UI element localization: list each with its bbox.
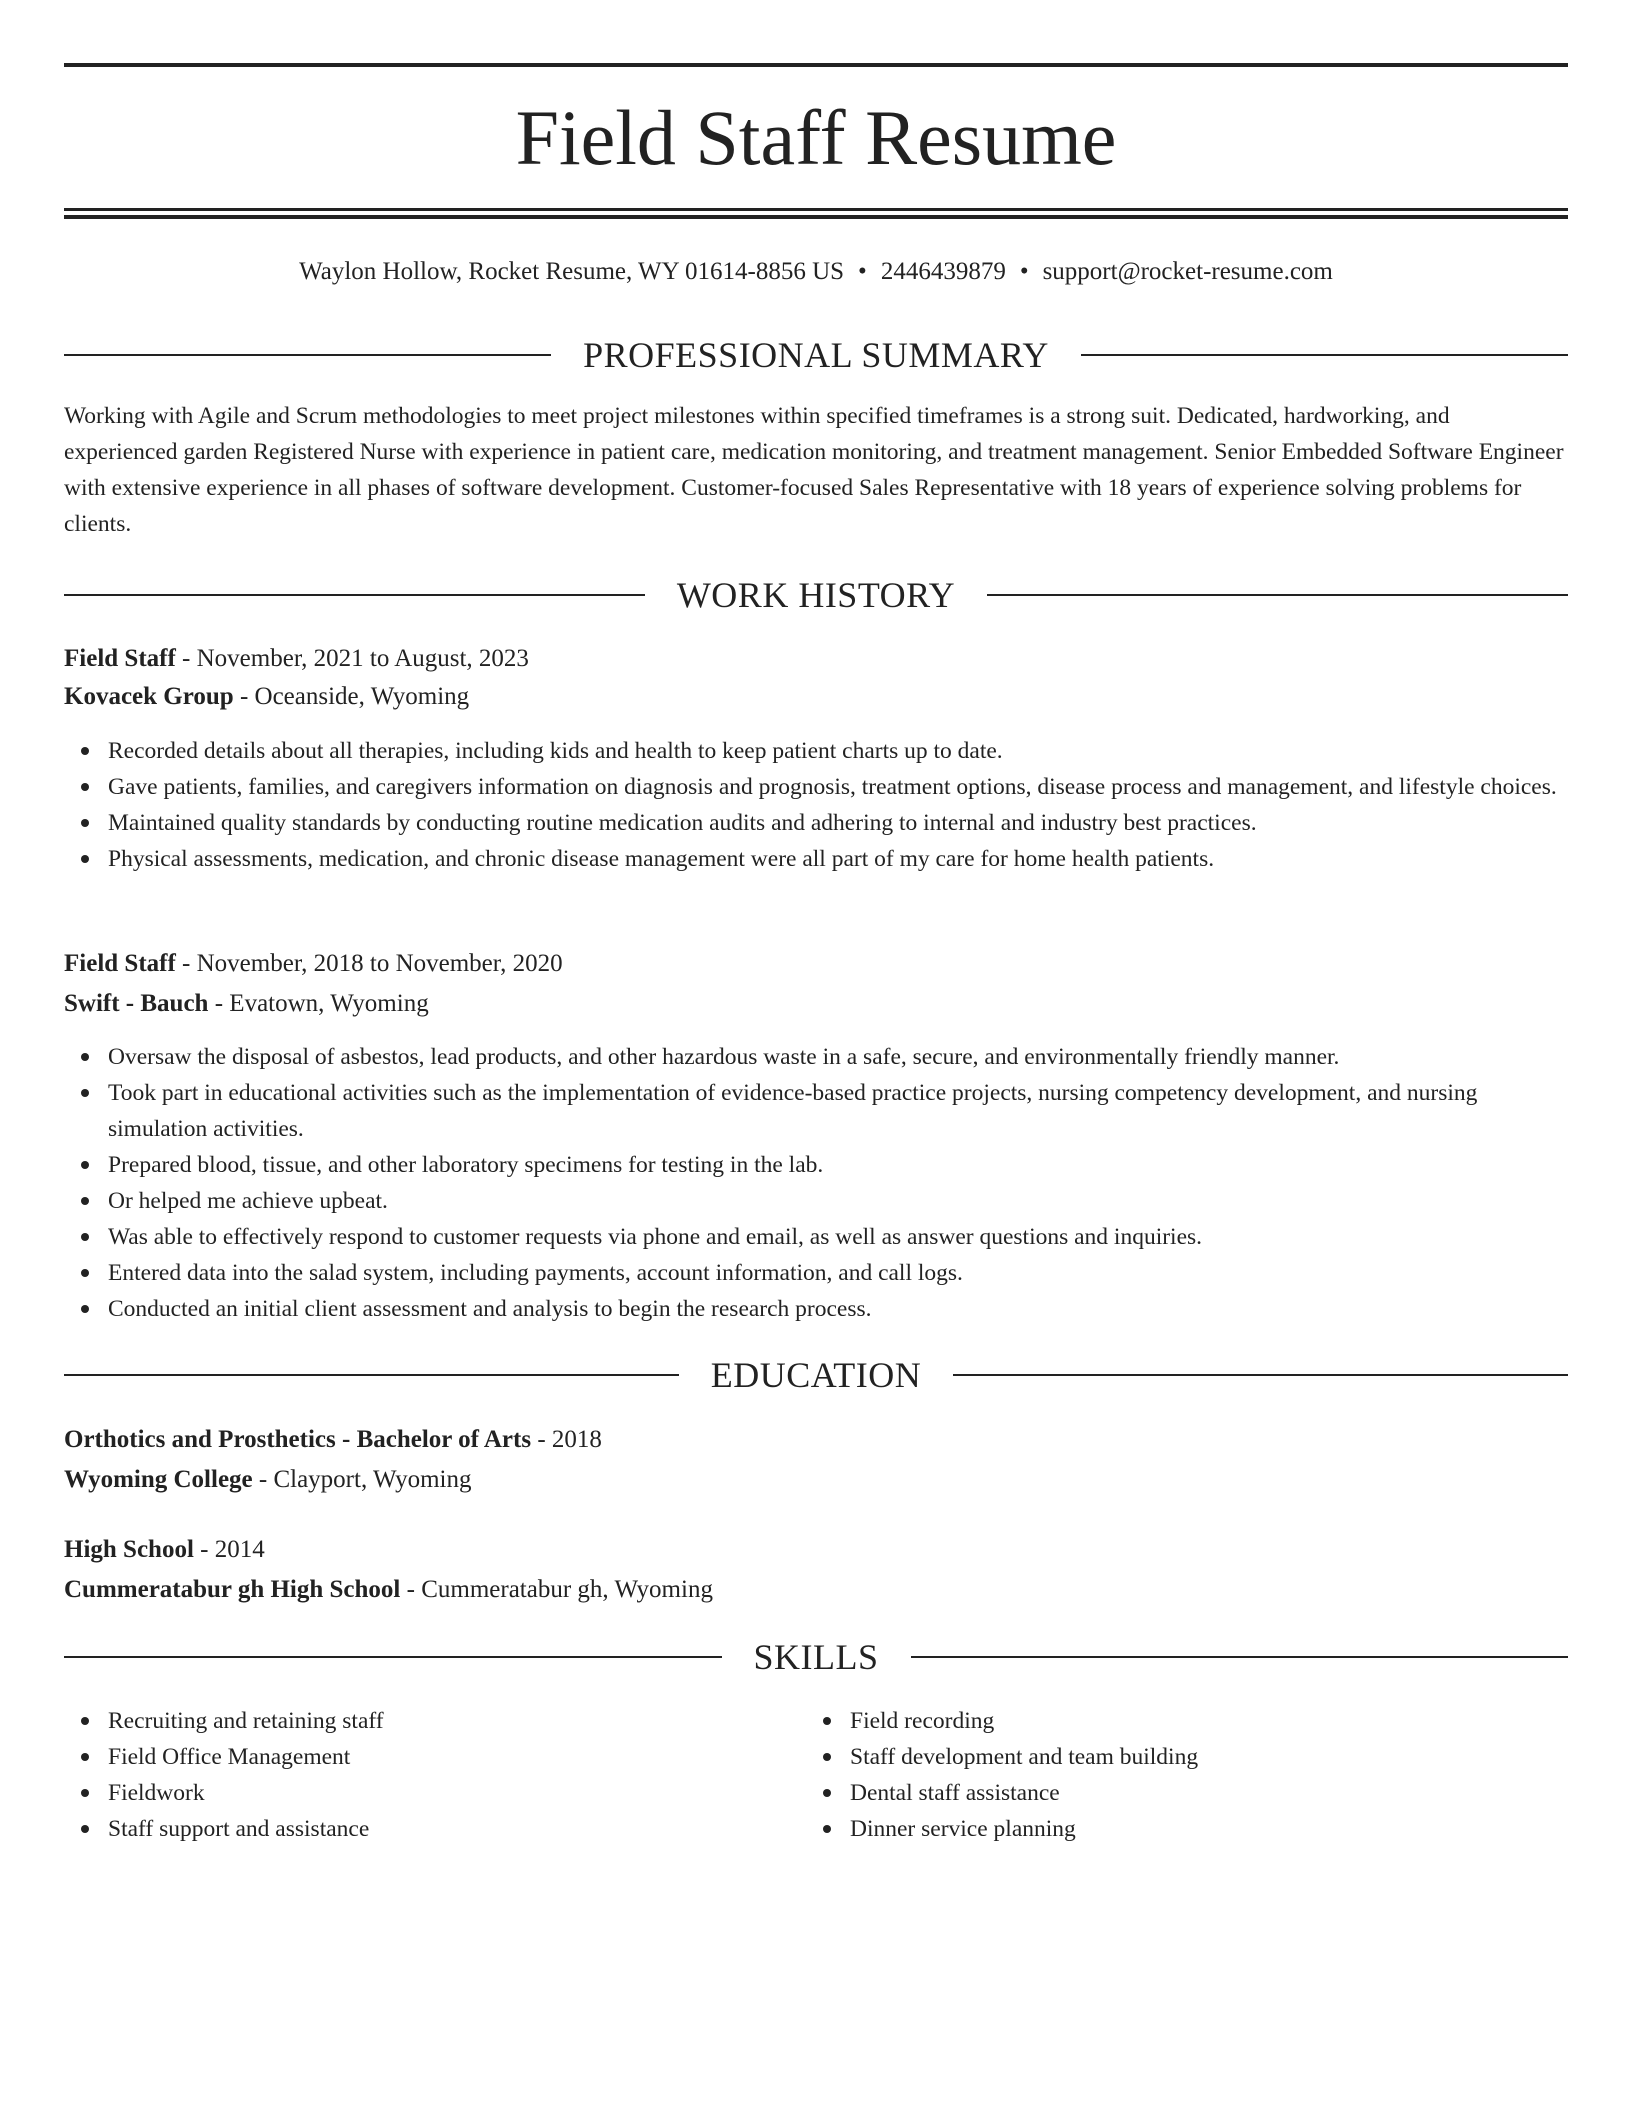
education-degree: Orthotics and Prosthetics - Bachelor of Arts — [64, 1426, 532, 1453]
section-heading-work — [64, 573, 1568, 617]
job-title: Field Staff — [64, 950, 176, 977]
top-rule — [64, 63, 1568, 67]
list-item: Oversaw the disposal of asbestos, lead products, and other hazardous waste in a safe, secure, and environmentally friendly manner. — [64, 1039, 1568, 1075]
education-degree-line — [64, 1531, 1568, 1569]
skill-item: Staff support and assistance — [64, 1811, 764, 1847]
skill-item: Field Office Management — [64, 1739, 764, 1775]
education-school: Cummeratabur gh High School — [64, 1576, 401, 1603]
list-item: Recorded details about all therapies, including kids and health to keep patient charts up to date. — [64, 733, 1568, 769]
heading-rule — [64, 1656, 722, 1658]
list-item: Gave patients, families, and caregivers information on diagnosis and prognosis, treatment options, disease process and management, and lifestyle choices. — [64, 769, 1568, 805]
section-heading-skills — [64, 1635, 1568, 1679]
job-company-line — [64, 985, 1568, 1023]
job-title: Field Staff — [64, 645, 176, 672]
contact-line — [64, 255, 1568, 289]
contact-phone: 2446439879 — [880, 258, 1006, 285]
heading-rule — [987, 594, 1568, 596]
education-degree-line — [64, 1421, 1568, 1459]
heading-rule — [64, 594, 645, 596]
job-dates: - November, 2021 to August, 2023 — [175, 645, 529, 672]
education-year: - 2014 — [193, 1536, 265, 1563]
education-degree: High School — [64, 1536, 194, 1563]
job-bullets — [64, 1039, 1568, 1327]
list-item: Took part in educational activities such as the implementation of evidence-based practice projects, nursing competency development, and nursing simulation activities. — [64, 1075, 1568, 1147]
job-bullets — [64, 733, 1568, 877]
skill-item: Dental staff assistance — [806, 1775, 1506, 1811]
list-item: Maintained quality standards by conducting routine medication audits and adhering to internal and industry best practices. — [64, 805, 1568, 841]
title-rule-lower — [64, 215, 1568, 219]
list-item: Or helped me achieve upbeat. — [64, 1183, 1568, 1219]
education-year: - 2018 — [531, 1426, 602, 1453]
title-rule-upper — [64, 208, 1568, 211]
education-school-line — [64, 1571, 1568, 1609]
heading-rule — [1081, 354, 1568, 356]
skill-item: Recruiting and retaining staff — [64, 1703, 764, 1739]
list-item: Physical assessments, medication, and chronic disease management were all part of my care for home health patients. — [64, 841, 1568, 877]
list-item: Conducted an initial client assessment and analysis to begin the research process. — [64, 1291, 1568, 1327]
skills-list-right — [806, 1703, 1506, 1847]
skill-item: Dinner service planning — [806, 1811, 1506, 1847]
education-school: Wyoming College — [64, 1466, 253, 1493]
job-company: Kovacek Group — [64, 683, 234, 710]
heading-rule — [911, 1656, 1569, 1658]
education-school-line — [64, 1461, 1568, 1499]
list-item: Entered data into the salad system, including payments, account information, and call logs. — [64, 1255, 1568, 1291]
job-title-line — [64, 945, 1568, 983]
skill-item: Field recording — [806, 1703, 1506, 1739]
education-location: - Cummeratabur gh, Wyoming — [400, 1576, 713, 1603]
job-dates: - November, 2018 to November, 2020 — [175, 950, 563, 977]
list-item: Prepared blood, tissue, and other laboratory specimens for testing in the lab. — [64, 1147, 1568, 1183]
job-company: Swift - Bauch — [64, 990, 209, 1017]
job-company-line — [64, 678, 1568, 716]
contact-separator: • — [858, 258, 867, 285]
heading-rule — [64, 1374, 679, 1376]
section-title: EDUCATION — [710, 1355, 922, 1395]
resume-title: Field Staff Resume — [515, 94, 1117, 181]
section-title: WORK HISTORY — [676, 575, 956, 615]
job-title-line — [64, 640, 1568, 678]
skills-list-left — [64, 1703, 764, 1847]
summary-text: Working with Agile and Scrum methodologies to meet project milestones within specified timeframes is a strong suit. Dedicated, hardworking, and experienced garden Registered Nurse with experience in patient care, medication monitoring, and treatment management. Senior Embedded Software Engineer with extensive experience in all phases of software development. Customer-focused Sales Representative with 18 years of experience solving problems for clients. — [64, 403, 1564, 537]
section-heading-education — [64, 1353, 1568, 1397]
section-title: PROFESSIONAL SUMMARY — [583, 335, 1049, 375]
heading-rule — [953, 1374, 1568, 1376]
contact-email: support@rocket-resume.com — [1042, 258, 1333, 285]
job-location: - Evatown, Wyoming — [208, 990, 429, 1017]
section-heading-summary — [64, 333, 1568, 377]
contact-separator: • — [1019, 258, 1029, 285]
job-location: - Oceanside, Wyoming — [233, 683, 470, 710]
list-item: Was able to effectively respond to customer requests via phone and email, as well as answer questions and inquiries. — [64, 1219, 1568, 1255]
heading-rule — [64, 354, 551, 356]
skill-item: Fieldwork — [64, 1775, 764, 1811]
education-location: - Clayport, Wyoming — [252, 1466, 472, 1493]
contact-address: Waylon Hollow, Rocket Resume, WY 01614-8856 US — [299, 258, 845, 285]
skill-item: Staff development and team building — [806, 1739, 1506, 1775]
section-title: SKILLS — [753, 1637, 879, 1677]
